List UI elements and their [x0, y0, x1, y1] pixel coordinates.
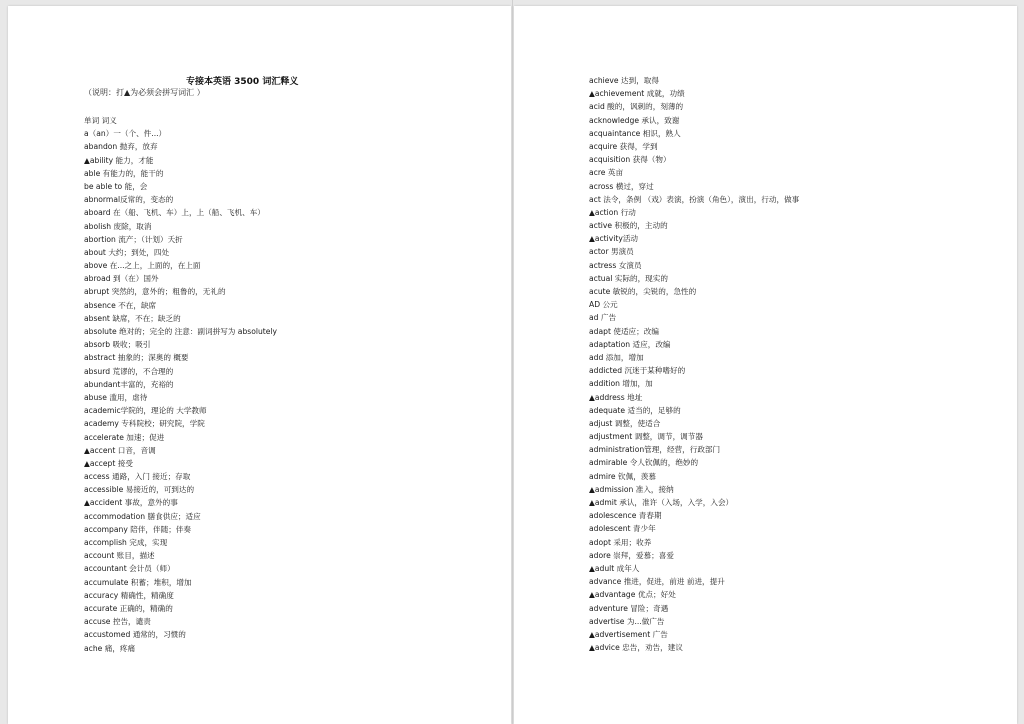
entry-definition: 调整，调节，调节器 — [632, 432, 703, 442]
entry-definition: 词义 — [99, 116, 117, 125]
vocabulary-entry — [589, 456, 799, 469]
entry-word: able — [84, 168, 101, 178]
entry-definition: 能，会 — [122, 181, 148, 191]
entry-definition: 钦佩，羡慕 — [615, 471, 656, 481]
vocabulary-entry — [84, 391, 277, 404]
entry-definition: 令人钦佩的，绝妙的 — [627, 458, 699, 468]
vocabulary-entry — [589, 575, 799, 588]
entry-word: abolish — [84, 221, 112, 231]
entry-word: AD — [589, 300, 601, 310]
vocabulary-entry — [589, 509, 799, 522]
entry-definition: 易接近的，可到达的 — [123, 485, 195, 495]
vocabulary-entry — [84, 220, 277, 233]
vocabulary-entry — [589, 443, 799, 456]
entry-word: advance — [589, 577, 622, 587]
entry-definition: 专科院校；研究院，学院 — [118, 419, 205, 429]
entry-word: acknowledge — [589, 115, 639, 125]
entry-word: about — [84, 247, 106, 257]
entry-definition: 加速；促进 — [123, 432, 165, 442]
vocabulary-entry — [84, 523, 277, 536]
entry-definition: 为...做广告 — [624, 616, 665, 626]
vocabulary-entry — [84, 246, 277, 259]
entry-word: abandon — [84, 142, 118, 152]
page-gutter — [512, 0, 513, 724]
vocabulary-entry — [589, 404, 799, 417]
vocabulary-entry — [84, 365, 277, 378]
document-title: 专接本英语 3500 词汇释义 — [186, 77, 299, 87]
entry-definition: 男演员 — [608, 247, 634, 257]
entry-word: adjust — [589, 418, 613, 428]
entry-definition: 相识，熟人 — [640, 128, 681, 138]
vocabulary-entry — [84, 285, 277, 298]
entry-word: ▲address — [589, 392, 625, 402]
vocabulary-entry — [589, 641, 799, 654]
vocabulary-entry — [589, 536, 799, 549]
vocabulary-entry — [589, 338, 799, 351]
vocabulary-entry — [84, 615, 277, 628]
entry-word: achieve — [589, 76, 619, 85]
vocabulary-entry — [589, 87, 799, 100]
entry-definition: 完成，实现 — [126, 538, 168, 547]
entry-definition: 推进，促进，前进 前进，提升 — [621, 577, 725, 587]
entry-definition: 活动 — [622, 234, 639, 244]
entry-word: ▲advice — [589, 643, 620, 653]
entry-definition: 反常的，变态的 — [120, 195, 174, 205]
vocabulary-entry — [84, 404, 277, 417]
entry-definition: 事故，意外的事 — [122, 498, 178, 508]
entry-definition: 地址 — [624, 392, 643, 402]
vocabulary-entry — [84, 180, 277, 193]
vocabulary-entry — [589, 351, 799, 364]
vocabulary-entry — [84, 483, 277, 496]
entry-definition: 实际的，现实的 — [612, 273, 668, 283]
entry-definition: 积蓄；堆积，增加 — [128, 577, 192, 587]
entry-definition: 流产；（计划）夭折 — [115, 234, 183, 244]
vocabulary-list-right — [589, 74, 799, 654]
vocabulary-entry — [84, 114, 277, 127]
entry-definition: 抛弃，放弃 — [117, 142, 158, 152]
vocabulary-entry — [84, 206, 277, 219]
entry-word: abrupt — [84, 287, 110, 297]
vocabulary-entry — [589, 311, 799, 324]
vocabulary-list-left — [84, 114, 277, 655]
entry-definition: 抽象的；深奥的 概要 — [115, 353, 189, 363]
entry-word: ache — [84, 643, 103, 653]
entry-word: a（an） — [84, 129, 114, 139]
entry-definition: 英亩 — [605, 168, 624, 178]
entry-word: acute — [589, 287, 611, 296]
vocabulary-entry — [589, 377, 799, 390]
entry-definition: 添加，增加 — [603, 352, 644, 362]
entry-word: abortion — [84, 234, 116, 244]
entry-definition: 学院的，理论的 大学教师 — [120, 406, 207, 416]
entry-word: administration — [589, 445, 645, 455]
vocabulary-entry — [589, 259, 799, 272]
entry-definition: 成就，功绩 — [644, 89, 685, 99]
entry-word: accustomed — [84, 630, 131, 640]
entry-definition: 广告 — [650, 629, 668, 639]
entry-word: accompany — [84, 524, 128, 534]
entry-word: aboard — [84, 208, 111, 218]
entry-definition: 承认，准许（入场，入学，入会） — [616, 498, 734, 507]
entry-definition: 账目，描述 — [114, 551, 155, 561]
vocabulary-entry — [589, 522, 799, 535]
entry-word: adopt — [589, 537, 611, 547]
entry-definition: 适当的，足够的 — [625, 405, 681, 415]
entry-definition: 大约；到处，四处 — [105, 247, 170, 257]
entry-word: ▲accent — [84, 445, 116, 455]
vocabulary-entry — [84, 431, 277, 444]
entry-word: ▲admission — [589, 484, 634, 494]
entry-definition: 缺席，不在；缺乏的 — [109, 313, 181, 323]
vocabulary-entry — [84, 127, 277, 140]
entry-word: ▲achievement — [589, 89, 645, 99]
vocabulary-entry — [84, 167, 277, 180]
entry-word: absurd — [84, 366, 111, 376]
entry-definition: 法令，条例 （戏）表演，扮演（角色），演出，行动，做事 — [600, 194, 800, 204]
entry-definition: 获得，学到 — [617, 141, 658, 151]
entry-definition: 达到，取得 — [618, 76, 659, 85]
entry-word: accountant — [84, 564, 127, 574]
vocabulary-entry — [84, 562, 277, 575]
entry-word: actor — [589, 247, 609, 257]
vocabulary-entry — [84, 193, 277, 206]
entry-definition: 口音，音调 — [115, 445, 156, 455]
entry-word: add — [589, 352, 604, 362]
entry-word: across — [589, 181, 614, 191]
entry-definition: 横过，穿过 — [613, 181, 654, 191]
entry-definition: 通常的，习惯的 — [130, 630, 186, 640]
entry-definition: 行动 — [618, 207, 636, 217]
vocabulary-entry — [589, 166, 799, 179]
entry-word: acquisition — [589, 155, 631, 165]
vocabulary-entry — [589, 391, 799, 404]
entry-definition: 丰富的，充裕的 — [120, 379, 174, 389]
entry-word: acre — [589, 168, 606, 178]
entry-definition: 通路，入门 接近；存取 — [109, 472, 191, 482]
entry-definition: 积极的，主动的 — [612, 221, 668, 231]
entry-word: academic — [84, 406, 121, 416]
vocabulary-entry — [589, 100, 799, 113]
entry-word: absolute — [84, 327, 117, 336]
entry-word: actual — [589, 273, 613, 283]
entry-definition: 采用；收养 — [610, 537, 652, 547]
entry-word: be able to — [84, 181, 123, 191]
vocabulary-entry — [589, 470, 799, 483]
entry-word: abstract — [84, 353, 116, 363]
entry-word: act — [589, 194, 601, 204]
entry-definition: 吸收；吸引 — [110, 340, 151, 350]
entry-word: accumulate — [84, 577, 129, 587]
entry-word: adolescent — [589, 524, 631, 534]
vocabulary-entry — [84, 589, 277, 602]
entry-word: account — [84, 551, 115, 561]
vocabulary-entry — [589, 153, 799, 166]
entry-definition: 荒谬的，不合理的 — [110, 366, 174, 376]
entry-word: ▲admit — [589, 498, 617, 507]
entry-definition: 不在，缺席 — [115, 300, 157, 310]
entry-word: acid — [589, 102, 605, 112]
entry-word: accessible — [84, 485, 124, 495]
entry-definition: 使适应；改编 — [610, 326, 659, 336]
entry-word: 单词 — [84, 116, 100, 125]
entry-definition: 正确的，精确的 — [117, 603, 173, 613]
vocabulary-entry — [84, 312, 277, 325]
vocabulary-entry — [84, 338, 277, 351]
entry-word: above — [84, 261, 108, 271]
vocabulary-entry — [589, 325, 799, 338]
vocabulary-entry — [589, 232, 799, 245]
entry-definition: 青春期 — [636, 511, 662, 521]
entry-definition: 承认，致谢 — [639, 115, 680, 125]
entry-word: accomplish — [84, 538, 127, 547]
vocabulary-entry — [84, 351, 277, 364]
entry-word: accommodation — [84, 511, 146, 521]
vocabulary-entry — [589, 206, 799, 219]
entry-word: accurate — [84, 603, 118, 613]
entry-word: accuse — [84, 617, 111, 627]
entry-definition: 公元 — [600, 300, 618, 310]
vocabulary-entry — [589, 430, 799, 443]
vocabulary-entry — [589, 496, 799, 509]
vocabulary-entry — [84, 536, 277, 549]
entry-word: ▲accept — [84, 458, 116, 468]
entry-definition: 适应，改编 — [630, 339, 671, 349]
vocabulary-entry — [589, 219, 799, 232]
vocabulary-entry — [589, 628, 799, 641]
entry-definition: 绝对的；完全的 注意：副词拼写为 absolutely — [116, 327, 278, 336]
entry-definition: 滥用，虐待 — [106, 392, 148, 402]
entry-word: admirable — [589, 458, 628, 468]
vocabulary-entry — [589, 615, 799, 628]
entry-definition: 控告，谴责 — [110, 617, 151, 627]
entry-definition: 陪伴，伴随；伴奏 — [127, 524, 191, 534]
entry-definition: 调整，使适合 — [612, 418, 661, 428]
entry-word: access — [84, 472, 110, 482]
document-note: （说明：打▲为必须会拼写词汇 ） — [84, 88, 205, 97]
entry-definition: 广告 — [598, 313, 617, 323]
entry-definition: 一（个、件...） — [113, 129, 167, 139]
entry-definition: 会计员（师） — [126, 564, 175, 574]
vocabulary-entry — [589, 140, 799, 153]
entry-word: ▲adult — [589, 563, 615, 573]
entry-definition: 能力，才能 — [113, 155, 154, 165]
entry-word: addition — [589, 379, 620, 389]
entry-definition: 到（在）国外 — [110, 274, 159, 284]
entry-definition: 优点；好处 — [635, 590, 676, 600]
vocabulary-entry — [84, 154, 277, 167]
entry-definition: 女演员 — [616, 260, 642, 270]
entry-word: abuse — [84, 392, 107, 402]
vocabulary-entry — [84, 444, 277, 457]
vocabulary-entry — [589, 285, 799, 298]
entry-word: ▲action — [589, 207, 619, 217]
vocabulary-entry — [84, 325, 277, 338]
vocabulary-entry — [589, 127, 799, 140]
vocabulary-entry — [84, 602, 277, 615]
entry-word: accelerate — [84, 432, 124, 442]
vocabulary-entry — [589, 180, 799, 193]
entry-definition: 精确性，精确度 — [118, 590, 174, 600]
entry-word: abroad — [84, 274, 111, 284]
entry-word: ▲advertisement — [589, 629, 651, 639]
entry-word: ▲ability — [84, 155, 114, 165]
entry-definition: 沉迷于某种嗜好的 — [622, 366, 686, 376]
entry-definition: 在（船、飞机、车）上，上（船、飞机、车） — [110, 208, 265, 218]
vocabulary-entry — [589, 74, 799, 87]
entry-definition: 痛，疼痛 — [102, 643, 136, 653]
entry-definition: 膳食供应；适应 — [145, 511, 201, 521]
page-right — [514, 6, 1017, 724]
vocabulary-entry — [589, 602, 799, 615]
entry-word: advertise — [589, 616, 625, 626]
entry-word: ▲activity — [589, 234, 623, 244]
vocabulary-entry — [84, 457, 277, 470]
entry-definition: 废除，取消 — [111, 221, 152, 231]
vocabulary-entry — [84, 378, 277, 391]
entry-definition: 突然的，意外的；粗鲁的，无礼的 — [109, 287, 226, 297]
entry-word: adolescence — [589, 511, 637, 521]
vocabulary-entry — [589, 483, 799, 496]
entry-word: adapt — [589, 326, 611, 336]
entry-word: ad — [589, 313, 599, 323]
vocabulary-entry — [84, 642, 277, 655]
vocabulary-entry — [589, 364, 799, 377]
entry-definition: 成年人 — [614, 563, 640, 573]
entry-word: active — [589, 221, 613, 231]
vocabulary-entry — [84, 299, 277, 312]
vocabulary-entry — [84, 628, 277, 641]
entry-word: adaptation — [589, 339, 631, 349]
entry-word: absent — [84, 313, 110, 323]
vocabulary-entry — [589, 245, 799, 258]
entry-definition: 崇拜，爱慕；喜爱 — [610, 550, 674, 560]
vocabulary-entry — [84, 272, 277, 285]
entry-word: ▲advantage — [589, 590, 636, 600]
entry-definition: 接受 — [115, 458, 133, 468]
entry-word: adventure — [589, 603, 628, 613]
vocabulary-entry — [84, 549, 277, 562]
entry-definition: 敏锐的，尖锐的，急性的 — [610, 287, 697, 296]
vocabulary-entry — [589, 272, 799, 285]
entry-word: adore — [589, 550, 611, 560]
page-left — [8, 6, 511, 724]
entry-word: abundant — [84, 379, 121, 389]
entry-definition: 青少年 — [630, 524, 656, 534]
vocabulary-entry — [589, 588, 799, 601]
entry-word: addicted — [589, 366, 623, 376]
vocabulary-entry — [589, 549, 799, 562]
vocabulary-entry — [84, 470, 277, 483]
vocabulary-entry — [589, 417, 799, 430]
entry-definition: 酸的，讽刺的，刻薄的 — [604, 102, 684, 112]
entry-definition: 在...之上，上面的，在上面 — [107, 261, 201, 271]
entry-definition: 准入，接纳 — [633, 484, 674, 494]
vocabulary-entry — [589, 114, 799, 127]
entry-definition: 管理，经营，行政部门 — [644, 445, 721, 455]
vocabulary-entry — [84, 496, 277, 509]
entry-word: absorb — [84, 340, 111, 350]
vocabulary-entry — [84, 140, 277, 153]
entry-word: abnormal — [84, 195, 121, 205]
entry-word: actress — [589, 260, 617, 270]
entry-definition: 忠告，劝告，建议 — [619, 643, 683, 653]
entry-word: admire — [589, 471, 616, 481]
entry-word: academy — [84, 419, 119, 429]
entry-word: adjustment — [589, 432, 633, 442]
entry-word: acquire — [589, 141, 618, 151]
entry-definition: 冒险；奇遇 — [627, 603, 669, 613]
vocabulary-entry — [589, 562, 799, 575]
entry-definition: 增加，加 — [619, 379, 653, 389]
entry-word: adequate — [589, 405, 626, 415]
entry-definition: 有能力的，能干的 — [100, 168, 164, 178]
vocabulary-entry — [589, 298, 799, 311]
vocabulary-entry — [84, 576, 277, 589]
vocabulary-entry — [84, 417, 277, 430]
entry-word: acquaintance — [589, 128, 641, 138]
entry-word: absence — [84, 300, 116, 310]
entry-word: ▲accident — [84, 498, 123, 508]
entry-definition: 获得（物） — [630, 155, 671, 165]
vocabulary-entry — [84, 259, 277, 272]
vocabulary-entry — [84, 233, 277, 246]
entry-word: accuracy — [84, 590, 119, 600]
vocabulary-entry — [84, 510, 277, 523]
vocabulary-entry — [589, 193, 799, 206]
